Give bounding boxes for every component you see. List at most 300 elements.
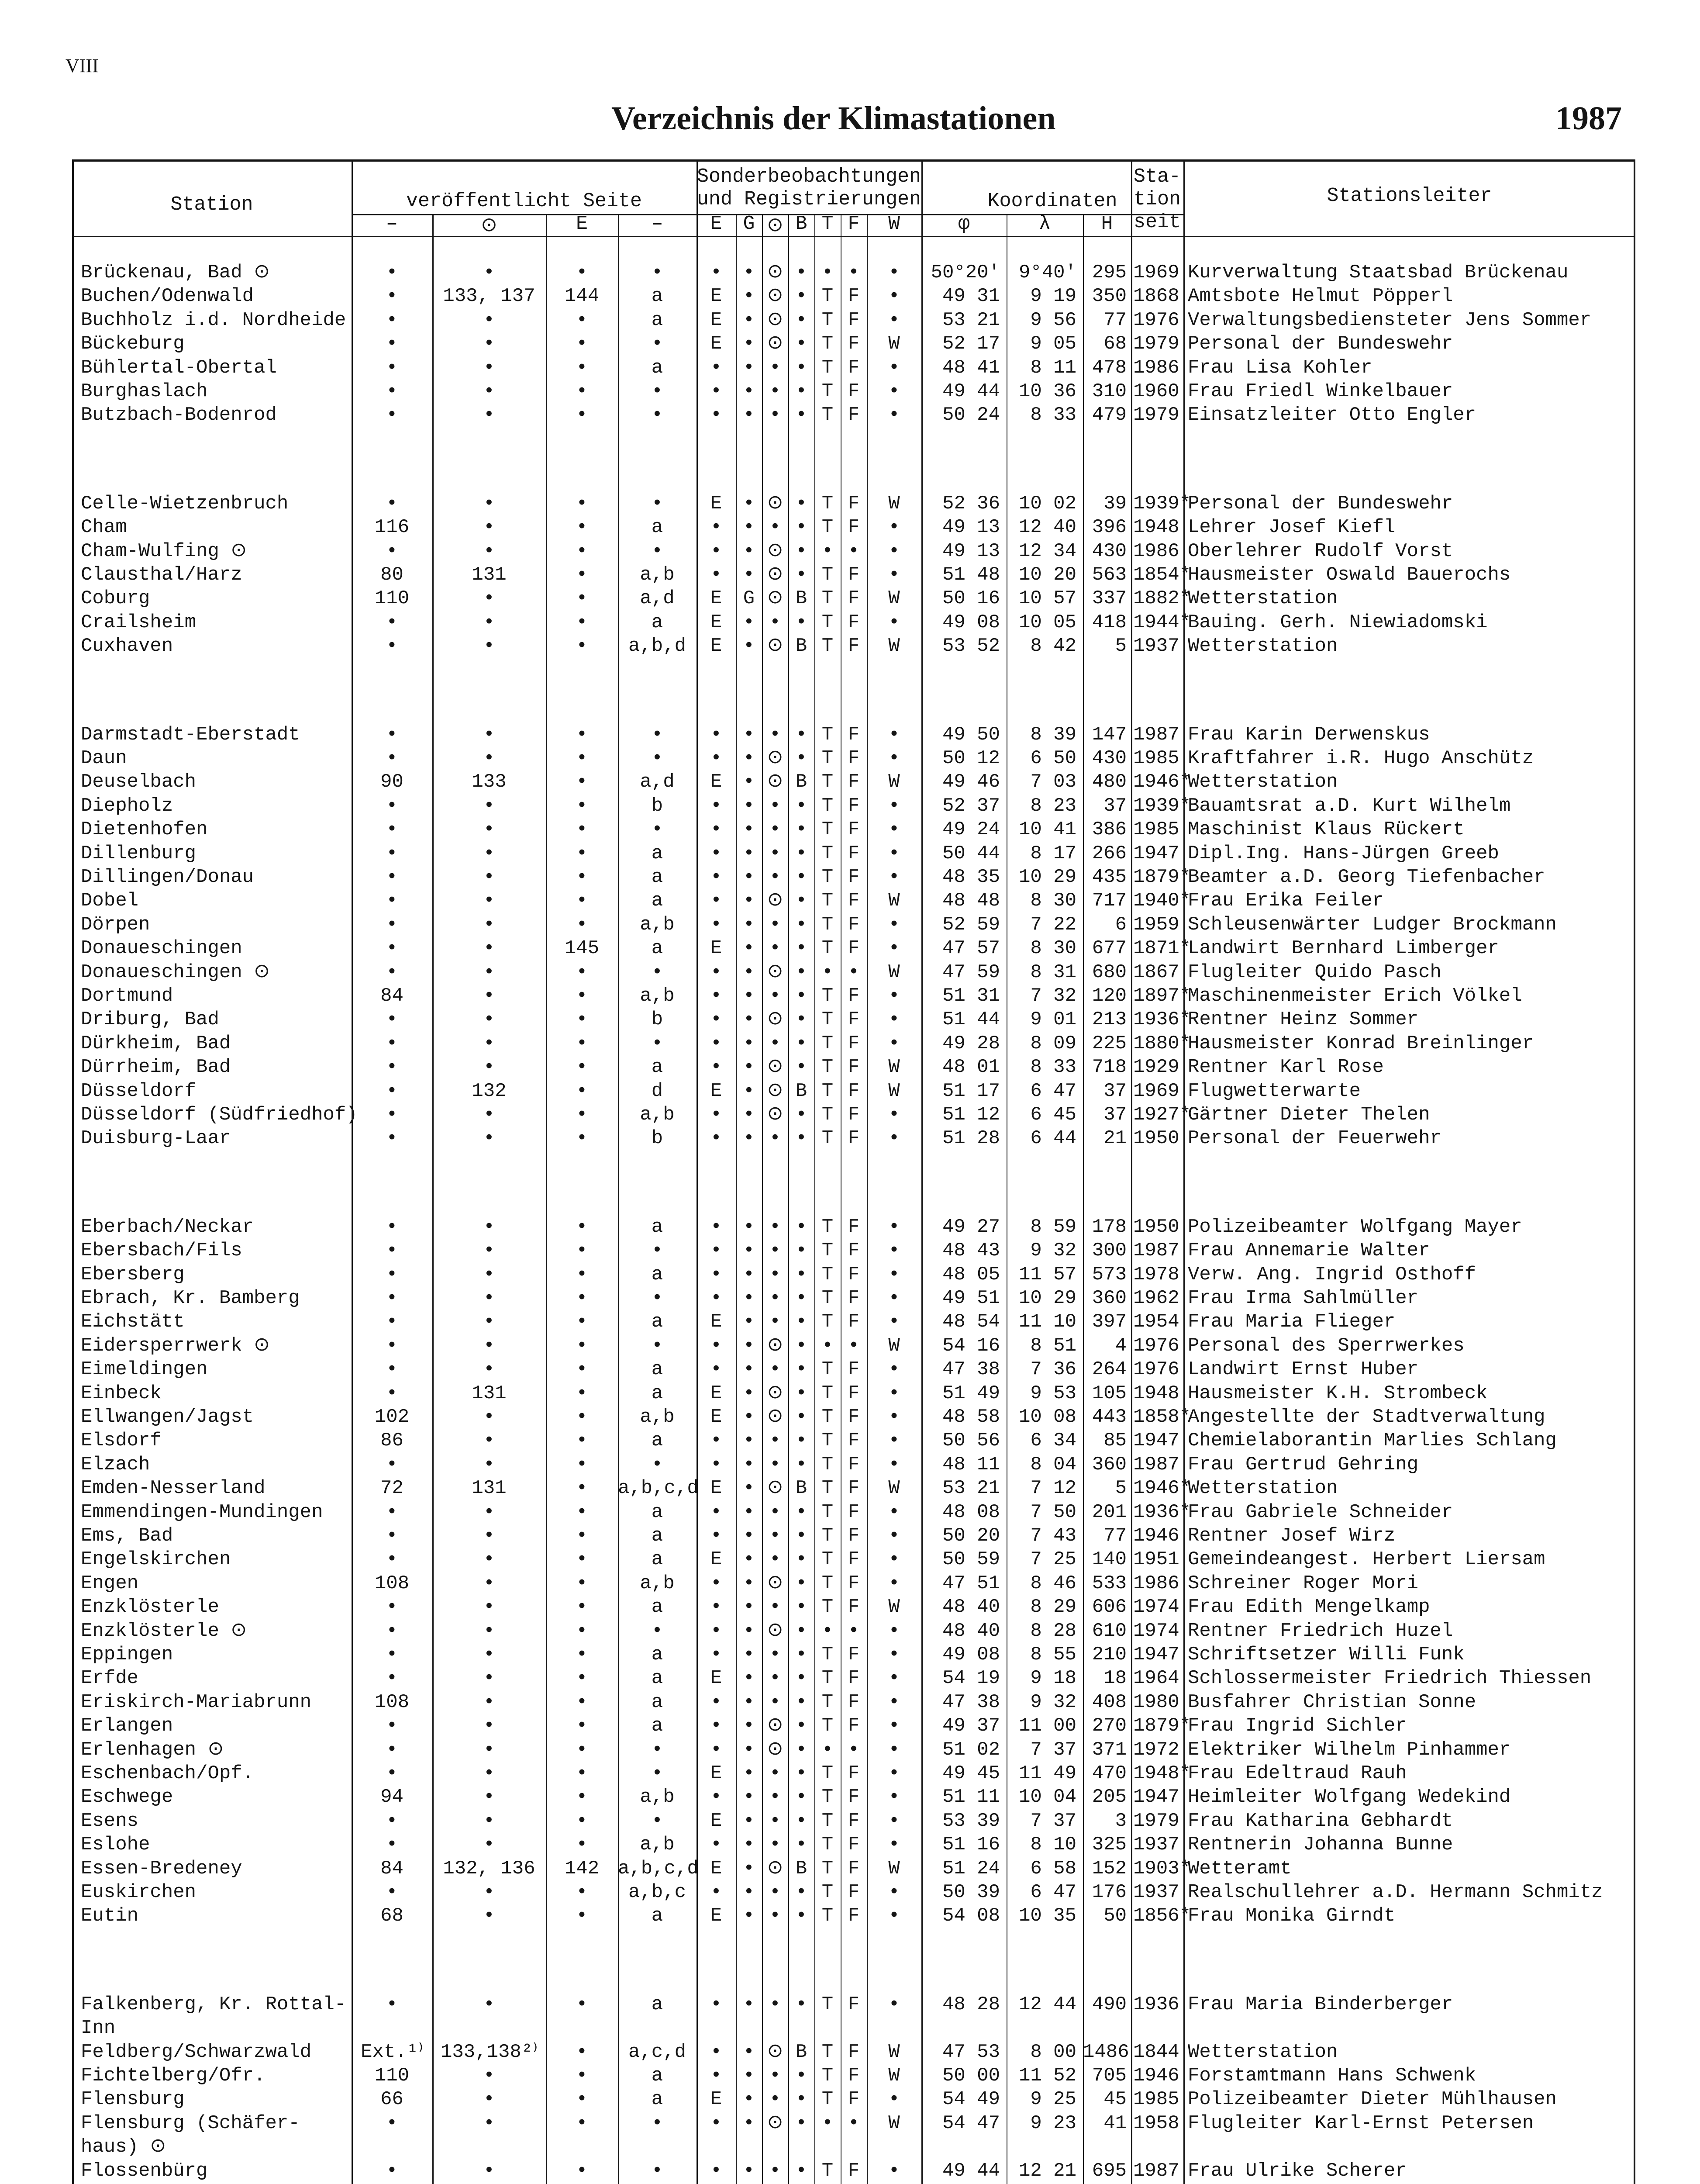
longitude: 8 55	[1030, 1644, 1076, 1666]
special-obs-3: •	[795, 1358, 807, 1380]
station-name: Cuxhaven	[81, 635, 173, 657]
header-coordinates: Koordinaten	[987, 190, 1117, 212]
latitude: 47 51	[942, 1572, 1000, 1594]
published-col-4: •	[651, 1620, 663, 1642]
station-leader: Polizeibeamter Wolfgang Mayer	[1188, 1216, 1522, 1238]
published-col-1: •	[386, 380, 398, 402]
published-col-3: 144	[564, 285, 600, 307]
latitude: 51 24	[942, 1858, 1000, 1880]
special-obs-5: F	[848, 1715, 860, 1737]
special-obs-4: T	[821, 1548, 834, 1570]
special-obs-4: T	[821, 795, 834, 817]
station-name: Buchen/Odenwald	[81, 285, 254, 307]
special-obs-1: •	[743, 747, 755, 769]
station-leader: Flugleiter Karl-Ernst Petersen	[1188, 2112, 1534, 2134]
special-obs-3: B	[795, 587, 807, 609]
special-obs-1: •	[743, 1596, 755, 1618]
station-since: 1954	[1133, 1311, 1179, 1333]
elevation: 205	[1092, 1786, 1127, 1808]
table-row	[72, 587, 1635, 610]
special-obs-2: ⊙	[767, 1382, 783, 1404]
station-leader: Personal des Sperrwerkes	[1188, 1335, 1465, 1357]
special-obs-1: •	[743, 1311, 755, 1333]
published-col-1: •	[386, 914, 398, 936]
published-col-3: •	[576, 404, 588, 426]
latitude: 51 17	[942, 1080, 1000, 1102]
longitude: 11 00	[1018, 1715, 1076, 1737]
table-row	[72, 1738, 1635, 1762]
special-obs-2: •	[769, 357, 781, 379]
table-row	[72, 770, 1635, 794]
published-col-1: 84	[380, 985, 403, 1007]
special-obs-4: T	[821, 357, 834, 379]
published-col-3: •	[576, 1335, 588, 1357]
latitude: 48 54	[942, 1311, 1000, 1333]
special-obs-3: •	[795, 1572, 807, 1594]
special-obs-6: W	[888, 961, 900, 983]
published-col-1: •	[386, 890, 398, 912]
longitude: 12 44	[1018, 1994, 1076, 2015]
special-obs-4: T	[821, 1596, 834, 1618]
special-obs-1: G	[743, 587, 755, 609]
special-obs-6: •	[888, 1358, 900, 1380]
special-obs-4: T	[821, 890, 834, 912]
published-col-2: •	[483, 1786, 495, 1808]
table-row	[72, 332, 1635, 356]
latitude: 49 27	[942, 1216, 1000, 1238]
special-obs-1: •	[743, 1080, 755, 1102]
longitude: 7 03	[1030, 771, 1076, 793]
station-name: Emden-Nesserland	[81, 1477, 266, 1499]
special-obs-6: •	[888, 914, 900, 936]
special-obs-0: •	[710, 1881, 722, 1903]
special-obs-5: F	[848, 2065, 860, 2087]
longitude: 8 23	[1030, 795, 1076, 817]
special-obs-5: F	[848, 1881, 860, 1903]
station-name: Ems, Bad	[81, 1525, 173, 1547]
special-obs-3: •	[795, 843, 807, 864]
special-obs-1: •	[743, 1358, 755, 1380]
published-col-3: •	[576, 1240, 588, 1261]
station-leader: Frau Edeltraud Rauh	[1188, 1762, 1407, 1784]
station-leader: Amtsbote Helmut Pöpperl	[1188, 285, 1453, 307]
published-col-3: •	[576, 1104, 588, 1126]
special-obs-1: •	[743, 1881, 755, 1903]
published-col-1: 116	[374, 516, 410, 538]
special-obs-1: •	[743, 1786, 755, 1808]
elevation: 120	[1092, 985, 1127, 1007]
published-col-1: •	[386, 795, 398, 817]
header-coord-height: H	[1101, 213, 1113, 235]
published-col-4: a	[651, 357, 663, 379]
header-since-3: seit	[1133, 211, 1181, 233]
special-obs-5: F	[848, 2041, 860, 2063]
station-name: Daun	[81, 747, 127, 769]
latitude: 54 49	[942, 2088, 1000, 2110]
station-leader: Maschinenmeister Erich Völkel	[1188, 985, 1522, 1007]
published-col-3: •	[576, 1501, 588, 1523]
table-row	[72, 1690, 1635, 1714]
special-obs-3: •	[795, 2065, 807, 2087]
published-col-1: •	[386, 1644, 398, 1666]
published-col-3: •	[576, 1667, 588, 1689]
table-row	[72, 1595, 1635, 1619]
station-name: Ebersberg	[81, 1264, 185, 1286]
station-leader: Wetterstation	[1188, 2041, 1338, 2063]
elevation: 266	[1092, 843, 1127, 864]
latitude: 48 01	[942, 1056, 1000, 1078]
special-obs-1: •	[743, 1620, 755, 1642]
special-obs-6: W	[888, 1056, 900, 1078]
published-col-3: •	[576, 1905, 588, 1927]
special-obs-2: •	[769, 1216, 781, 1238]
latitude: 49 08	[942, 612, 1000, 633]
elevation: 430	[1092, 747, 1127, 769]
latitude: 52 59	[942, 914, 1000, 936]
published-col-4: d	[651, 1080, 663, 1102]
published-col-1: 108	[374, 1572, 410, 1594]
longitude: 10 36	[1018, 380, 1076, 402]
published-col-2: •	[483, 724, 495, 746]
table-row	[72, 1079, 1635, 1103]
station-since: 1939*	[1133, 795, 1191, 817]
published-col-1: •	[386, 937, 398, 959]
elevation: 563	[1092, 564, 1127, 586]
special-obs-2: ⊙	[767, 1080, 783, 1102]
latitude: 52 17	[942, 333, 1000, 355]
special-obs-2: •	[769, 1786, 781, 1808]
station-since: 1858*	[1133, 1406, 1191, 1428]
published-col-2: •	[483, 937, 495, 959]
published-col-4: a,b	[640, 1834, 675, 1856]
station-leader: Frau Irma Sahlmüller	[1188, 1287, 1419, 1309]
published-col-4: a	[651, 516, 663, 538]
published-col-3: •	[576, 1127, 588, 1149]
published-col-2: •	[483, 309, 495, 331]
special-obs-4: T	[821, 843, 834, 864]
special-obs-4: T	[821, 1477, 834, 1499]
special-obs-2: •	[769, 1548, 781, 1570]
longitude: 9 19	[1030, 285, 1076, 307]
latitude: 52 37	[942, 795, 1000, 817]
published-col-2: 133, 137	[443, 285, 535, 307]
published-col-4: •	[651, 493, 663, 515]
station-since: 1929	[1133, 1056, 1179, 1078]
station-leader: Rentner Josef Wirz	[1188, 1525, 1396, 1547]
published-col-3: •	[576, 1311, 588, 1333]
special-obs-5: •	[848, 540, 860, 562]
published-col-1: 72	[380, 1477, 403, 1499]
special-obs-6: •	[888, 1715, 900, 1737]
published-col-2: •	[483, 1715, 495, 1737]
elevation: 360	[1092, 1454, 1127, 1476]
published-col-3: •	[576, 1596, 588, 1618]
published-col-1: •	[386, 1382, 398, 1404]
published-col-4: b	[651, 1009, 663, 1030]
published-col-3: •	[576, 635, 588, 657]
special-obs-1: •	[743, 1994, 755, 2015]
published-col-3: •	[576, 309, 588, 331]
special-obs-5: F	[848, 1994, 860, 2015]
special-obs-6: •	[888, 1127, 900, 1149]
published-col-4: •	[651, 2160, 663, 2182]
latitude: 51 44	[942, 1009, 1000, 1030]
elevation: 480	[1092, 771, 1127, 793]
published-col-3: •	[576, 1786, 588, 1808]
longitude: 9 05	[1030, 333, 1076, 355]
special-obs-6: •	[888, 564, 900, 586]
special-obs-6: •	[888, 1905, 900, 1927]
special-obs-5: F	[848, 1501, 860, 1523]
special-obs-1: •	[743, 2065, 755, 2087]
special-obs-0: E	[710, 1858, 722, 1880]
station-leader: Personal der Bundeswehr	[1188, 333, 1453, 355]
published-col-1: •	[386, 1525, 398, 1547]
published-col-1: •	[386, 1240, 398, 1261]
special-obs-6: •	[888, 937, 900, 959]
special-obs-4: T	[821, 1834, 834, 1856]
special-obs-2: •	[769, 1033, 781, 1054]
special-obs-4: T	[821, 1080, 834, 1102]
station-name: Erfde	[81, 1667, 139, 1689]
published-col-4: a	[651, 1548, 663, 1570]
published-col-4: a	[651, 1382, 663, 1404]
published-col-4: a,b	[640, 985, 675, 1007]
published-col-2: •	[483, 843, 495, 864]
published-col-1: •	[386, 1501, 398, 1523]
latitude: 48 48	[942, 890, 1000, 912]
special-obs-2: ⊙	[767, 1009, 783, 1030]
special-obs-5: F	[848, 1905, 860, 1927]
special-obs-1: •	[743, 2088, 755, 2110]
table-row	[72, 2040, 1635, 2064]
latitude: 49 24	[942, 819, 1000, 840]
published-col-3: •	[576, 1056, 588, 1078]
special-obs-0: •	[710, 1287, 722, 1309]
published-col-3: •	[576, 1033, 588, 1054]
latitude: 49 13	[942, 516, 1000, 538]
published-col-1: •	[386, 612, 398, 633]
special-obs-4: T	[821, 1525, 834, 1547]
station-name: Flensburg (Schäfer-	[81, 2112, 300, 2134]
station-since: 1978	[1133, 1264, 1179, 1286]
elevation: 152	[1092, 1858, 1127, 1880]
published-col-1: •	[386, 333, 398, 355]
latitude: 53 52	[942, 635, 1000, 657]
table-row-continuation	[72, 2016, 1635, 2040]
special-obs-0: •	[710, 1216, 722, 1238]
latitude: 49 28	[942, 1033, 1000, 1054]
station-since: 1974	[1133, 1596, 1179, 1618]
published-col-1: 110	[374, 2065, 410, 2087]
special-obs-0: E	[710, 1810, 722, 1832]
published-col-3: •	[576, 516, 588, 538]
station-since: 1868	[1133, 285, 1179, 307]
table-row	[72, 403, 1635, 427]
elevation: 1486	[1083, 2041, 1129, 2063]
elevation: 397	[1092, 1311, 1127, 1333]
elevation: 3	[1115, 1810, 1127, 1832]
published-col-3: •	[576, 1287, 588, 1309]
special-obs-6: •	[888, 1667, 900, 1689]
longitude: 9 56	[1030, 309, 1076, 331]
station-name: Donaueschingen ⊙	[81, 961, 270, 983]
special-obs-3: •	[795, 1056, 807, 1078]
special-obs-0: E	[710, 309, 722, 331]
latitude: 49 13	[942, 540, 1000, 562]
special-obs-2: ⊙	[767, 961, 783, 983]
table-row	[72, 1429, 1635, 1452]
special-obs-0: •	[710, 1358, 722, 1380]
elevation: 77	[1103, 309, 1127, 331]
elevation: 41	[1103, 2112, 1127, 2134]
special-obs-2: •	[769, 1240, 781, 1261]
elevation: 310	[1092, 380, 1127, 402]
special-obs-0: E	[710, 493, 722, 515]
special-obs-4: •	[821, 1620, 834, 1642]
station-since: 1972	[1133, 1739, 1179, 1761]
latitude: 49 50	[942, 724, 1000, 746]
special-obs-6: •	[888, 1287, 900, 1309]
station-leader: Landwirt Bernhard Limberger	[1188, 937, 1499, 959]
table-row	[72, 1382, 1635, 1405]
special-obs-5: F	[848, 1596, 860, 1618]
special-obs-0: E	[710, 1406, 722, 1428]
special-obs-3: •	[795, 612, 807, 633]
elevation: 37	[1103, 1080, 1127, 1102]
station-leader: Schreiner Roger Mori	[1188, 1572, 1419, 1594]
table-row	[72, 611, 1635, 634]
station-name: Eutin	[81, 1905, 139, 1927]
special-obs-3: •	[795, 1596, 807, 1618]
station-since: 1948	[1133, 516, 1179, 538]
published-col-3: •	[576, 333, 588, 355]
station-name: Donaueschingen	[81, 937, 242, 959]
longitude: 7 37	[1030, 1739, 1076, 1761]
elevation: 39	[1103, 493, 1127, 515]
special-obs-2: ⊙	[767, 309, 783, 331]
special-obs-3: •	[795, 724, 807, 746]
station-since: 1844	[1133, 2041, 1179, 2063]
station-leader: Frau Katharina Gebhardt	[1188, 1810, 1453, 1832]
published-col-1: •	[386, 1033, 398, 1054]
special-obs-5: F	[848, 1358, 860, 1380]
published-col-1: 110	[374, 587, 410, 609]
longitude: 9°40'	[1018, 262, 1076, 283]
station-name: Dürkheim, Bad	[81, 1033, 231, 1054]
table-row	[72, 889, 1635, 912]
special-obs-6: W	[888, 587, 900, 609]
special-obs-4: T	[821, 914, 834, 936]
longitude: 9 23	[1030, 2112, 1076, 2134]
latitude: 51 12	[942, 1104, 1000, 1126]
special-obs-2: ⊙	[767, 890, 783, 912]
published-col-2: •	[483, 1691, 495, 1713]
station-name: Elzach	[81, 1454, 150, 1476]
published-col-2: •	[483, 404, 495, 426]
published-col-2: •	[483, 1994, 495, 2015]
special-obs-6: W	[888, 1477, 900, 1499]
published-col-3: •	[576, 1548, 588, 1570]
special-obs-6: W	[888, 1858, 900, 1880]
longitude: 7 43	[1030, 1525, 1076, 1547]
published-col-3: •	[576, 357, 588, 379]
special-obs-6: •	[888, 1406, 900, 1428]
special-obs-4: T	[821, 1810, 834, 1832]
station-since: 1936*	[1133, 1501, 1191, 1523]
station-name: Eschwege	[81, 1786, 173, 1808]
special-obs-6: •	[888, 985, 900, 1007]
header-since-1: Sta-	[1133, 166, 1181, 188]
special-obs-3: •	[795, 1994, 807, 2015]
special-obs-4: T	[821, 1905, 834, 1927]
station-name: Essen-Bredeney	[81, 1858, 242, 1880]
station-leader: Hausmeister Oswald Bauerochs	[1188, 564, 1511, 586]
latitude: 50 56	[942, 1430, 1000, 1451]
station-leader: Busfahrer Christian Sonne	[1188, 1691, 1476, 1713]
special-obs-0: •	[710, 1430, 722, 1451]
station-leader: Rentnerin Johanna Bunne	[1188, 1834, 1453, 1856]
published-col-2: •	[483, 1287, 495, 1309]
published-col-4: •	[651, 1454, 663, 1476]
station-leader: Polizeibeamter Dieter Mühlhausen	[1188, 2088, 1557, 2110]
special-obs-4: T	[821, 516, 834, 538]
table-row	[72, 1833, 1635, 1856]
table-row	[72, 1524, 1635, 1548]
published-col-2: •	[483, 1905, 495, 1927]
station-leader: Hausmeister Konrad Breinlinger	[1188, 1033, 1534, 1054]
station-since: 1937	[1133, 1834, 1179, 1856]
special-obs-3: •	[795, 1525, 807, 1547]
special-obs-4: •	[821, 540, 834, 562]
special-obs-1: •	[743, 1644, 755, 1666]
special-obs-4: T	[821, 1406, 834, 1428]
published-col-4: a	[651, 285, 663, 307]
published-col-1: •	[386, 866, 398, 888]
special-obs-4: T	[821, 2088, 834, 2110]
special-obs-5: F	[848, 1762, 860, 1784]
published-col-3: •	[576, 914, 588, 936]
special-obs-2: ⊙	[767, 587, 783, 609]
header-special-col-W: W	[888, 213, 900, 235]
table-row	[72, 1405, 1635, 1429]
special-obs-6: •	[888, 843, 900, 864]
latitude: 51 02	[942, 1739, 1000, 1761]
published-col-4: •	[651, 819, 663, 840]
special-obs-1: •	[743, 404, 755, 426]
published-col-4: a	[651, 1311, 663, 1333]
table-row	[72, 492, 1635, 515]
longitude: 6 50	[1030, 747, 1076, 769]
special-obs-4: T	[821, 333, 834, 355]
special-obs-1: •	[743, 1009, 755, 1030]
special-obs-4: T	[821, 380, 834, 402]
special-obs-2: ⊙	[767, 1715, 783, 1737]
longitude: 7 50	[1030, 1501, 1076, 1523]
station-leader: Frau Edith Mengelkamp	[1188, 1596, 1430, 1618]
station-since: 1946	[1133, 2065, 1179, 2087]
longitude: 12 21	[1018, 2160, 1076, 2182]
special-obs-5: F	[848, 1382, 860, 1404]
elevation: 478	[1092, 357, 1127, 379]
table-row	[72, 1762, 1635, 1785]
published-col-2: •	[483, 2088, 495, 2110]
elevation: 718	[1092, 1056, 1127, 1078]
special-obs-3: •	[795, 1382, 807, 1404]
station-name: Eberbach/Neckar	[81, 1216, 254, 1238]
special-obs-5: F	[848, 587, 860, 609]
elevation: 300	[1092, 1240, 1127, 1261]
